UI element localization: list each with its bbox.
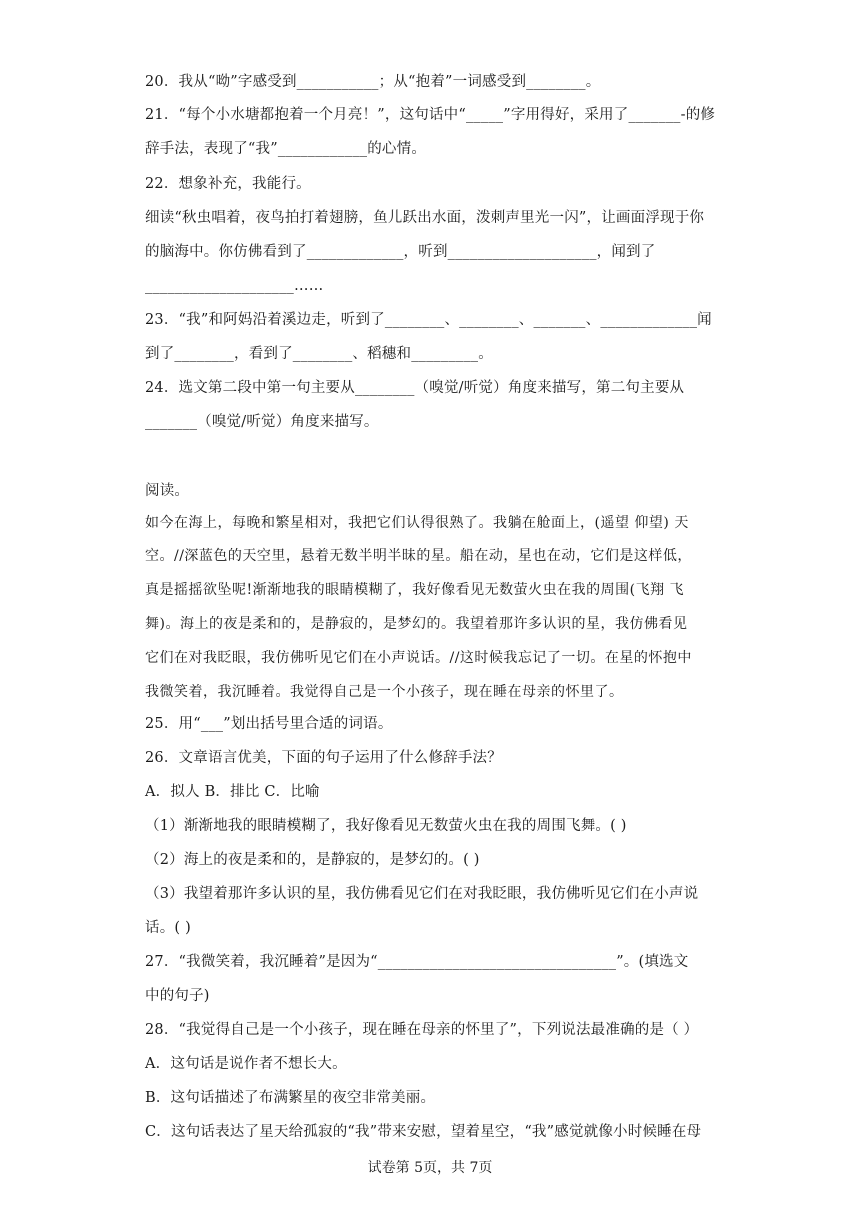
- question-24-line: 24．选文第二段中第一句主要从________（嗅觉/听觉）角度来描写，第二句主要从: [145, 380, 685, 396]
- question-26-item-2: （2）海上的夜是柔和的，是静寂的，是梦幻的。( ): [145, 852, 480, 868]
- question-26-line: 26．文章语言优美，下面的句子运用了什么修辞手法？: [145, 750, 502, 766]
- question-28-line: 28．“我觉得自己是一个小孩子，现在睡在母亲的怀里了”，下列说法最准确的是（ ）: [145, 1022, 699, 1038]
- question-21-line-cont: 辞手法，表现了“我”____________的心情。: [145, 141, 427, 157]
- question-24-line-cont: _______（嗅觉/听觉）角度来描写。: [145, 414, 379, 430]
- question-22-blank: ____________________……: [145, 278, 324, 294]
- passage-line: 我微笑着，我沉睡着。我觉得自己是一个小孩子，现在睡在母亲的怀里了。: [145, 684, 624, 700]
- question-26-options: A．拟人 B．排比 C．比喻: [145, 784, 320, 800]
- question-23-line: 23．“我”和阿妈沿着溪边走，听到了________、________、_______、_____________闻: [145, 312, 712, 328]
- question-28-option-a: A．这句话是说作者不想长大。: [145, 1056, 347, 1072]
- question-28-option-b: B．这句话描述了布满繁星的夜空非常美丽。: [145, 1090, 436, 1106]
- question-22-prompt-cont: 的脑海中。你仿佛看到了_____________，听到____________________，闻到了: [145, 244, 656, 260]
- question-27-line: 27．“我微笑着，我沉睡着”是因为“________________________________”。(填选文: [145, 954, 689, 970]
- question-26-item-3: （3）我望着那许多认识的星，我仿佛看见它们在对我眨眼，我仿佛听见它们在小声说: [145, 886, 699, 902]
- question-20-line: 20．我从“呦”字感受到___________；从“抱着”一词感受到________。: [145, 74, 601, 90]
- question-21-line: 21．“每个小水塘都抱着一个月亮！”，这句话中“_____”字用得好，采用了_______-的修: [145, 107, 716, 123]
- question-25-line: 25．用“___”划出括号里合适的词语。: [145, 716, 393, 732]
- passage-line: 真是摇摇欲坠呢!渐渐地我的眼睛模糊了，我好像看见无数萤火虫在我的周围(飞翔 飞: [145, 582, 685, 598]
- passage-line: 它们在对我眨眼，我仿佛听见它们在小声说话。//这时候我忘记了一切。在星的怀抱中: [145, 650, 692, 666]
- passage-line: 如今在海上，每晚和繁星相对，我把它们认得很熟了。我躺在舱面上，(遥望 仰望) 天: [145, 515, 689, 531]
- passage-line: 空。//深蓝色的天空里，悬着无数半明半昧的星。船在动，星也在动，它们是这样低，: [145, 548, 692, 564]
- page-footer: 试卷第 5页，共 7页: [367, 1160, 493, 1176]
- question-27-line-cont: 中的句子): [145, 988, 210, 1004]
- passage-line: 舞)。海上的夜是柔和的，是静寂的，是梦幻的。我望着那许多认识的星，我仿佛看见: [145, 616, 688, 632]
- question-26-item-1: （1）渐渐地我的眼睛模糊了，我好像看见无数萤火虫在我的周围飞舞。( ): [145, 818, 627, 834]
- question-22-prompt: 细读“秋虫唱着，夜鸟拍打着翅膀，鱼儿跃出水面，泼刺声里光一闪”，让画面浮现于你: [145, 210, 705, 226]
- question-22-line: 22．想象补充，我能行。: [145, 176, 311, 192]
- question-23-line-cont: 到了________，看到了________、稻穗和_________。: [145, 346, 493, 362]
- question-28-option-c: C．这句话表达了星天给孤寂的“我”带来安慰，望着星空，“我”感觉就像小时候睡在母: [145, 1124, 702, 1140]
- question-26-item-3-cont: 话。( ): [145, 920, 191, 936]
- reading-label: 阅读。: [145, 483, 190, 499]
